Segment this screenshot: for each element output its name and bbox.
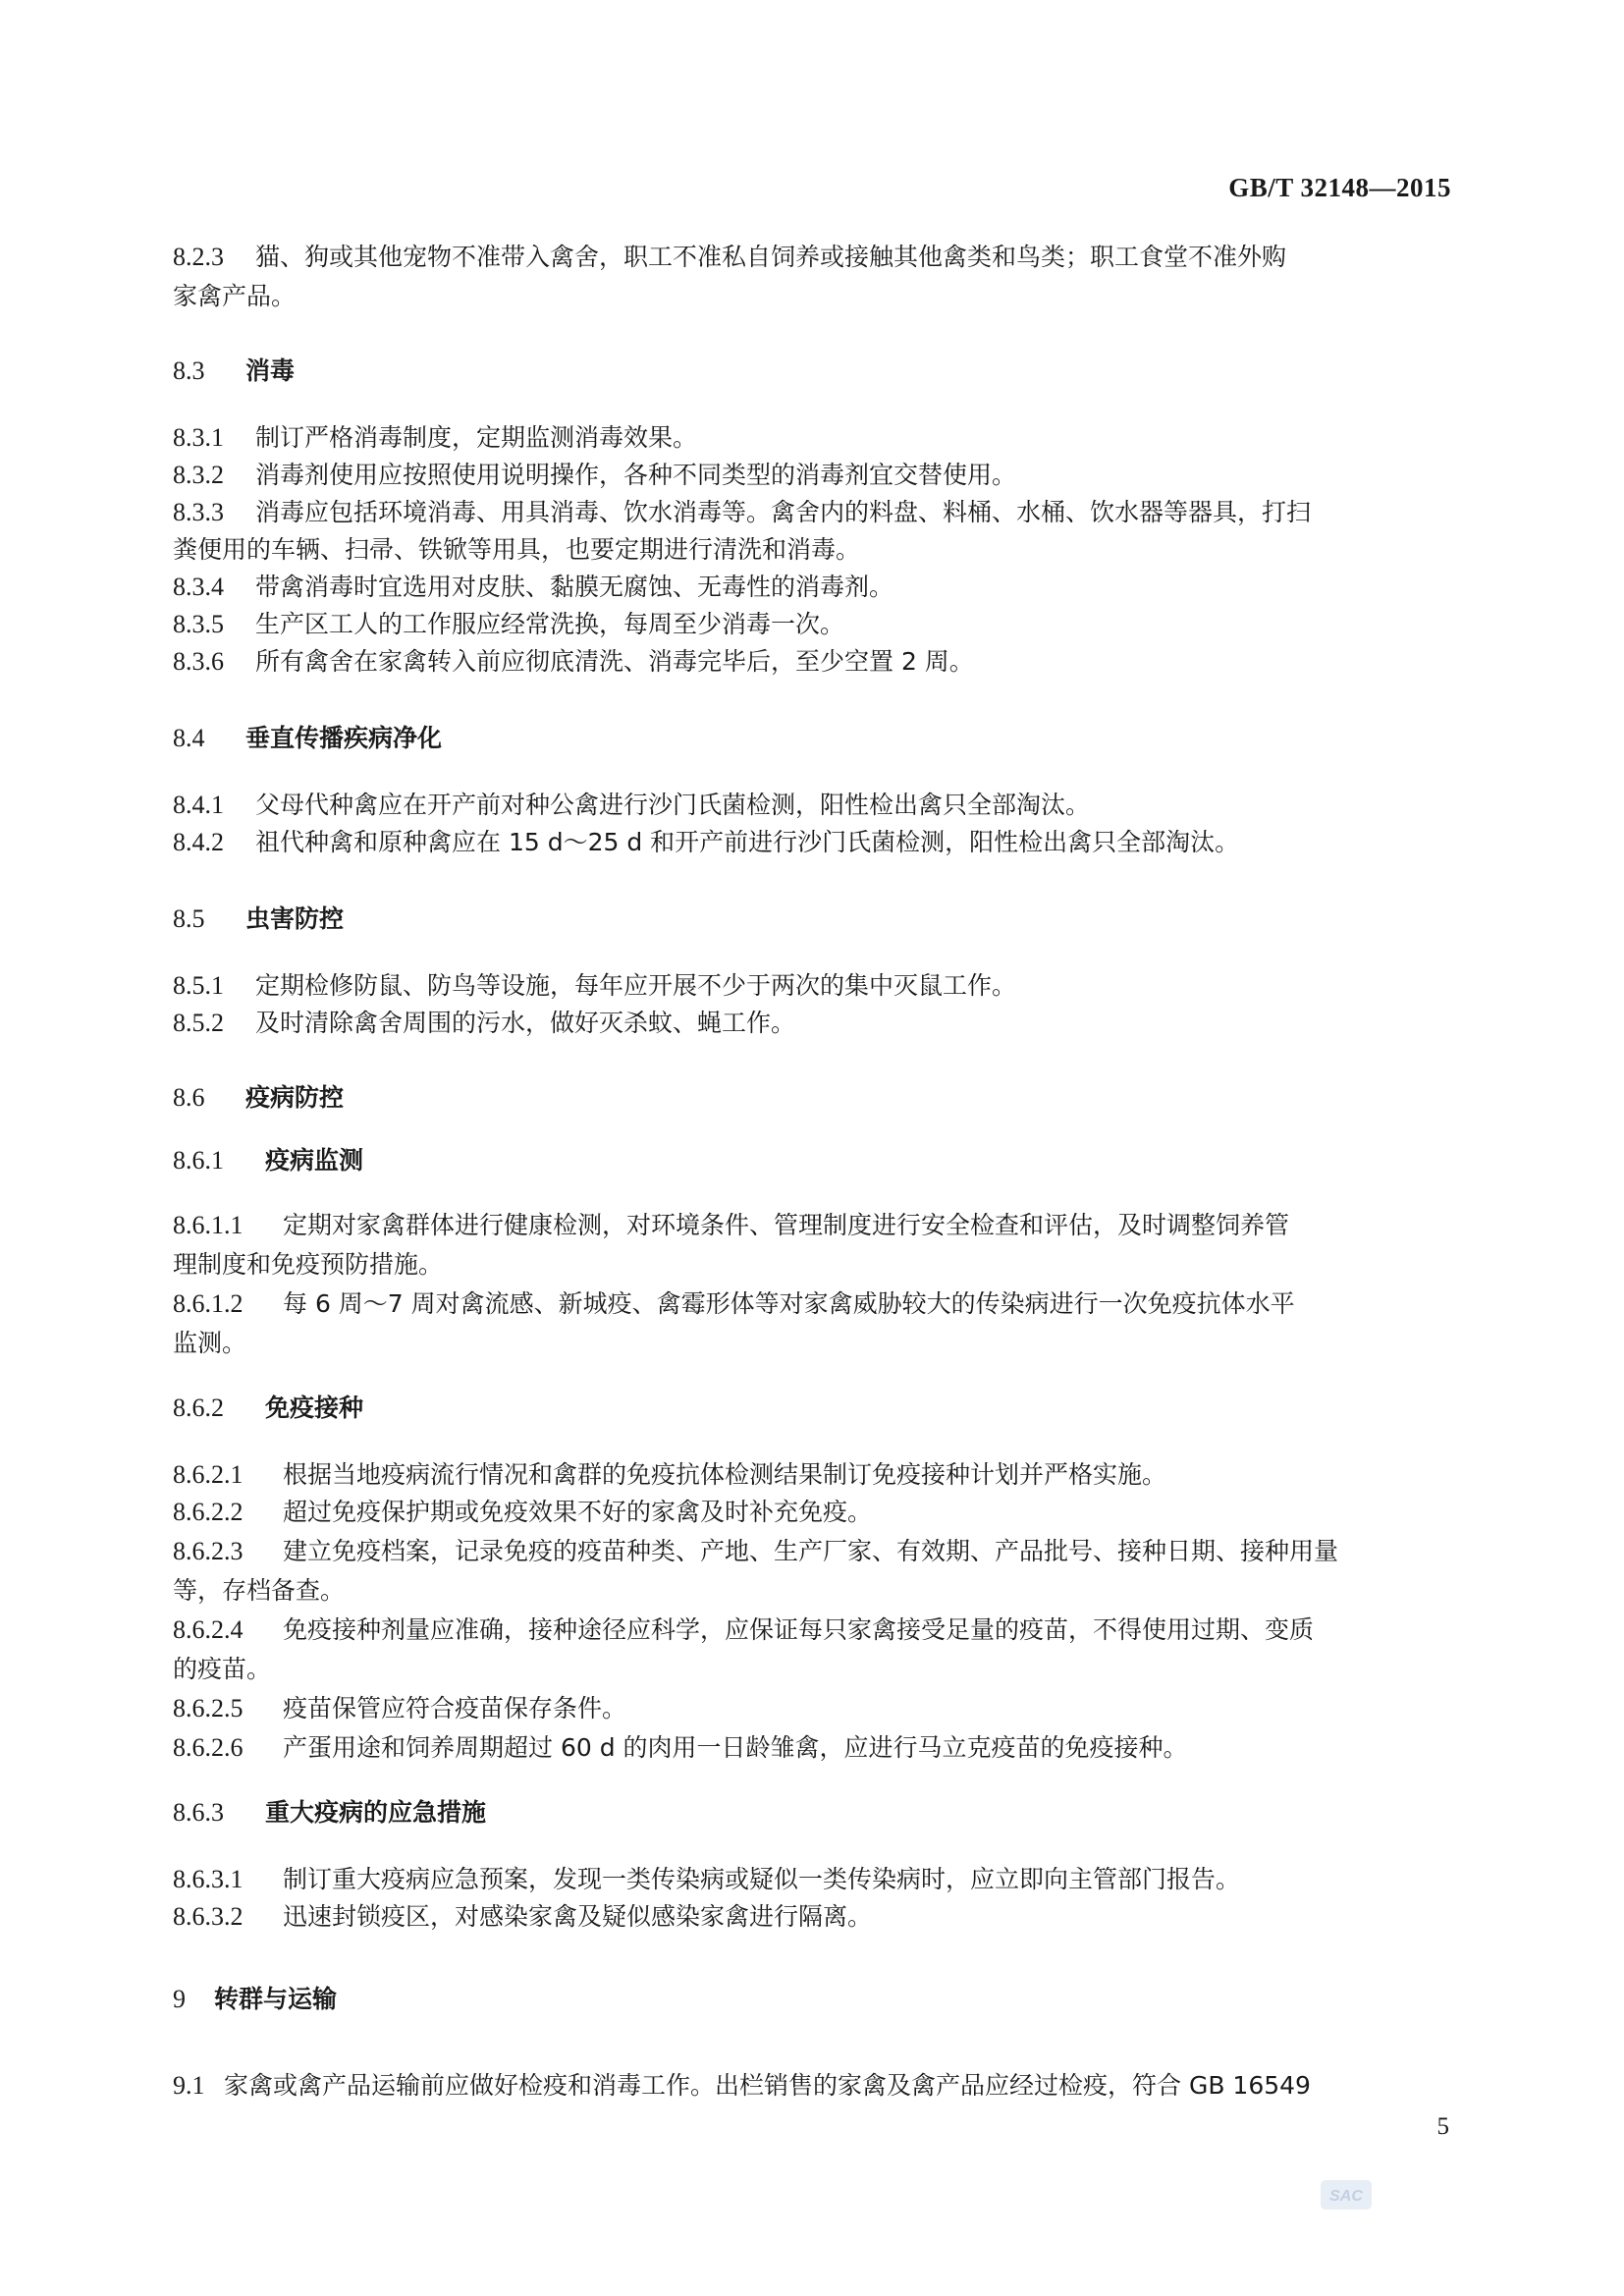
clause-text: 每 6 周～7 周对禽流感、新城疫、禽霉形体等对家禽威胁较大的传染病进行一次免疫抗体水平	[283, 1289, 1295, 1318]
heading-number: 9	[173, 1985, 186, 2013]
clause-number: 8.3.3	[173, 498, 224, 526]
heading-number: 8.6.2	[173, 1394, 224, 1422]
clause-number: 8.6.1.2	[173, 1289, 244, 1318]
clause-8-6-2-4	[173, 1613, 1451, 1648]
clause-8-3-2	[173, 458, 1451, 493]
clause-text: 带禽消毒时宜选用对皮肤、黏膜无腐蚀、无毒性的消毒剂。	[255, 573, 894, 601]
clause-text: 猫、狗或其他宠物不准带入禽舍，职工不准私自饲养或接触其他禽类和鸟类；职工食堂不准外购	[255, 243, 1287, 271]
sac-logo	[1321, 2180, 1372, 2210]
heading-text: 疫病监测	[265, 1146, 364, 1175]
clause-continuation	[173, 1326, 1451, 1361]
heading-number: 8.6	[173, 1083, 205, 1112]
clause-8-6-3-1	[173, 1862, 1451, 1897]
clause-number: 8.6.2.3	[173, 1537, 244, 1565]
heading-text: 疫病防控	[245, 1083, 345, 1112]
clause-number: 8.6.2.6	[173, 1733, 244, 1762]
heading-number: 8.5	[173, 904, 205, 933]
clause-8-2-3	[173, 240, 1451, 275]
clause-number: 8.6.3.2	[173, 1902, 244, 1931]
clause-8-6-3-2	[173, 1899, 1451, 1935]
clause-number: 8.3.4	[173, 573, 224, 601]
clause-text: 祖代种禽和原种禽应在 15 d～25 d 和开产前进行沙门氏菌检测，阳性检出禽只全部淘汰。	[255, 828, 1240, 856]
heading-number: 8.6.1	[173, 1146, 224, 1175]
clause-number: 8.6.2.2	[173, 1498, 244, 1526]
clause-continuation	[173, 279, 1451, 314]
clause-text: 建立免疫档案，记录免疫的疫苗种类、产地、生产厂家、有效期、产品批号、接种日期、接种用量	[283, 1537, 1339, 1565]
clause-text: 父母代种禽应在开产前对种公禽进行沙门氏菌检测，阳性检出禽只全部淘汰。	[255, 791, 1091, 819]
heading-8-4	[173, 721, 1451, 756]
clause-number: 8.4.1	[173, 791, 224, 819]
clause-8-4-1	[173, 788, 1451, 823]
clause-8-6-2-1	[173, 1457, 1451, 1493]
clause-number: 8.3.1	[173, 423, 224, 452]
clause-8-5-2	[173, 1006, 1451, 1041]
clause-text: 生产区工人的工作服应经常洗换，每周至少消毒一次。	[255, 610, 845, 638]
page-number: 5	[1436, 2113, 1449, 2140]
clause-9-1	[173, 2068, 1451, 2104]
clause-text: 所有禽舍在家禽转入前应彻底清洗、消毒完毕后，至少空置 2 周。	[255, 647, 974, 676]
clause-text: 产蛋用途和饲养周期超过 60 d 的肉用一日龄雏禽，应进行马立克疫苗的免疫接种。	[283, 1733, 1188, 1762]
clause-continuation	[173, 532, 1451, 568]
heading-text: 转群与运输	[214, 1985, 338, 2013]
heading-text: 免疫接种	[265, 1394, 364, 1422]
heading-8-5	[173, 902, 1451, 937]
clause-text: 消毒剂使用应按照使用说明操作，各种不同类型的消毒剂宜交替使用。	[255, 461, 1017, 489]
clause-continuation	[173, 1247, 1451, 1283]
clause-continuation	[173, 1652, 1451, 1687]
clause-number: 8.6.1.1	[173, 1211, 244, 1239]
clause-8-3-5	[173, 607, 1451, 642]
heading-8-6-2	[173, 1391, 1451, 1426]
heading-8-3	[173, 354, 1451, 389]
heading-number: 8.6.3	[173, 1798, 224, 1827]
clause-text: 制订重大疫病应急预案，发现一类传染病或疑似一类传染病时，应立即向主管部门报告。	[283, 1865, 1241, 1893]
heading-number: 8.4	[173, 724, 205, 752]
clause-text: 定期对家禽群体进行健康检测，对环境条件、管理制度进行安全检查和评估，及时调整饲养管	[283, 1211, 1290, 1239]
clause-text: 疫苗保管应符合疫苗保存条件。	[283, 1694, 627, 1722]
heading-8-6-1	[173, 1143, 1451, 1178]
clause-number: 8.4.2	[173, 828, 224, 856]
clause-number: 8.6.2.1	[173, 1460, 244, 1489]
clause-8-3-1	[173, 420, 1451, 456]
heading-8-6-3	[173, 1795, 1451, 1831]
clause-8-3-3	[173, 495, 1451, 530]
clause-text: 根据当地疫病流行情况和禽群的免疫抗体检测结果制订免疫接种计划并严格实施。	[283, 1460, 1167, 1489]
clause-continuation	[173, 1573, 1451, 1609]
clause-8-6-2-3	[173, 1534, 1451, 1569]
clause-text: 迅速封锁疫区，对感染家禽及疑似感染家禽进行隔离。	[283, 1902, 873, 1931]
clause-number: 8.3.5	[173, 610, 224, 638]
clause-number: 8.6.2.4	[173, 1615, 244, 1644]
clause-text: 的疫苗。	[173, 1655, 272, 1683]
clause-number: 9.1	[173, 2071, 205, 2100]
clause-text: 监测。	[173, 1329, 247, 1357]
heading-9	[173, 1982, 1451, 2017]
clause-number: 8.2.3	[173, 243, 224, 271]
heading-number: 8.3	[173, 356, 205, 385]
heading-8-6	[173, 1080, 1451, 1116]
clause-text: 超过免疫保护期或免疫效果不好的家禽及时补充免疫。	[283, 1498, 873, 1526]
heading-text: 消毒	[245, 356, 296, 385]
clause-8-6-1-2	[173, 1286, 1451, 1322]
clause-text: 定期检修防鼠、防鸟等设施，每年应开展不少于两次的集中灭鼠工作。	[255, 971, 1017, 1000]
clause-text: 家禽产品。	[173, 282, 297, 310]
clause-number: 8.3.6	[173, 647, 224, 676]
clause-8-6-2-2	[173, 1495, 1451, 1530]
clause-text: 及时清除禽舍周围的污水，做好灭杀蚊、蝇工作。	[255, 1009, 796, 1037]
clause-8-5-1	[173, 968, 1451, 1004]
svg-text:SAC: SAC	[1329, 2188, 1363, 2205]
heading-text: 虫害防控	[245, 904, 345, 933]
clause-8-6-1-1	[173, 1208, 1451, 1243]
clause-8-4-2	[173, 825, 1451, 860]
clause-text: 粪便用的车辆、扫帚、铁锨等用具，也要定期进行清洗和消毒。	[173, 535, 861, 564]
clause-text: 免疫接种剂量应准确，接种途径应科学，应保证每只家禽接受足量的疫苗，不得使用过期、变质	[283, 1615, 1315, 1644]
clause-number: 8.5.2	[173, 1009, 224, 1037]
clause-text: 消毒应包括环境消毒、用具消毒、饮水消毒等。禽舍内的料盘、料桶、水桶、饮水器等器具，打扫	[255, 498, 1312, 526]
clause-text: 家禽或禽产品运输前应做好检疫和消毒工作。出栏销售的家禽及禽产品应经过检疫，符合 GB 16549	[224, 2071, 1311, 2100]
clause-text: 等，存档备查。	[173, 1576, 346, 1605]
heading-text: 重大疫病的应急措施	[265, 1798, 487, 1827]
clause-number: 8.6.3.1	[173, 1865, 244, 1893]
clause-text: 理制度和免疫预防措施。	[173, 1250, 444, 1279]
clause-8-3-4	[173, 570, 1451, 605]
clause-text: 制订严格消毒制度，定期监测消毒效果。	[255, 423, 698, 452]
clause-number: 8.6.2.5	[173, 1694, 244, 1722]
heading-text: 垂直传播疾病净化	[245, 724, 443, 752]
clause-8-3-6	[173, 644, 1451, 680]
clause-8-6-2-5	[173, 1691, 1451, 1726]
standard-number: GB/T 32148—2015	[1228, 173, 1451, 202]
clause-number: 8.3.2	[173, 461, 224, 489]
clause-number: 8.5.1	[173, 971, 224, 1000]
clause-8-6-2-6	[173, 1730, 1451, 1766]
